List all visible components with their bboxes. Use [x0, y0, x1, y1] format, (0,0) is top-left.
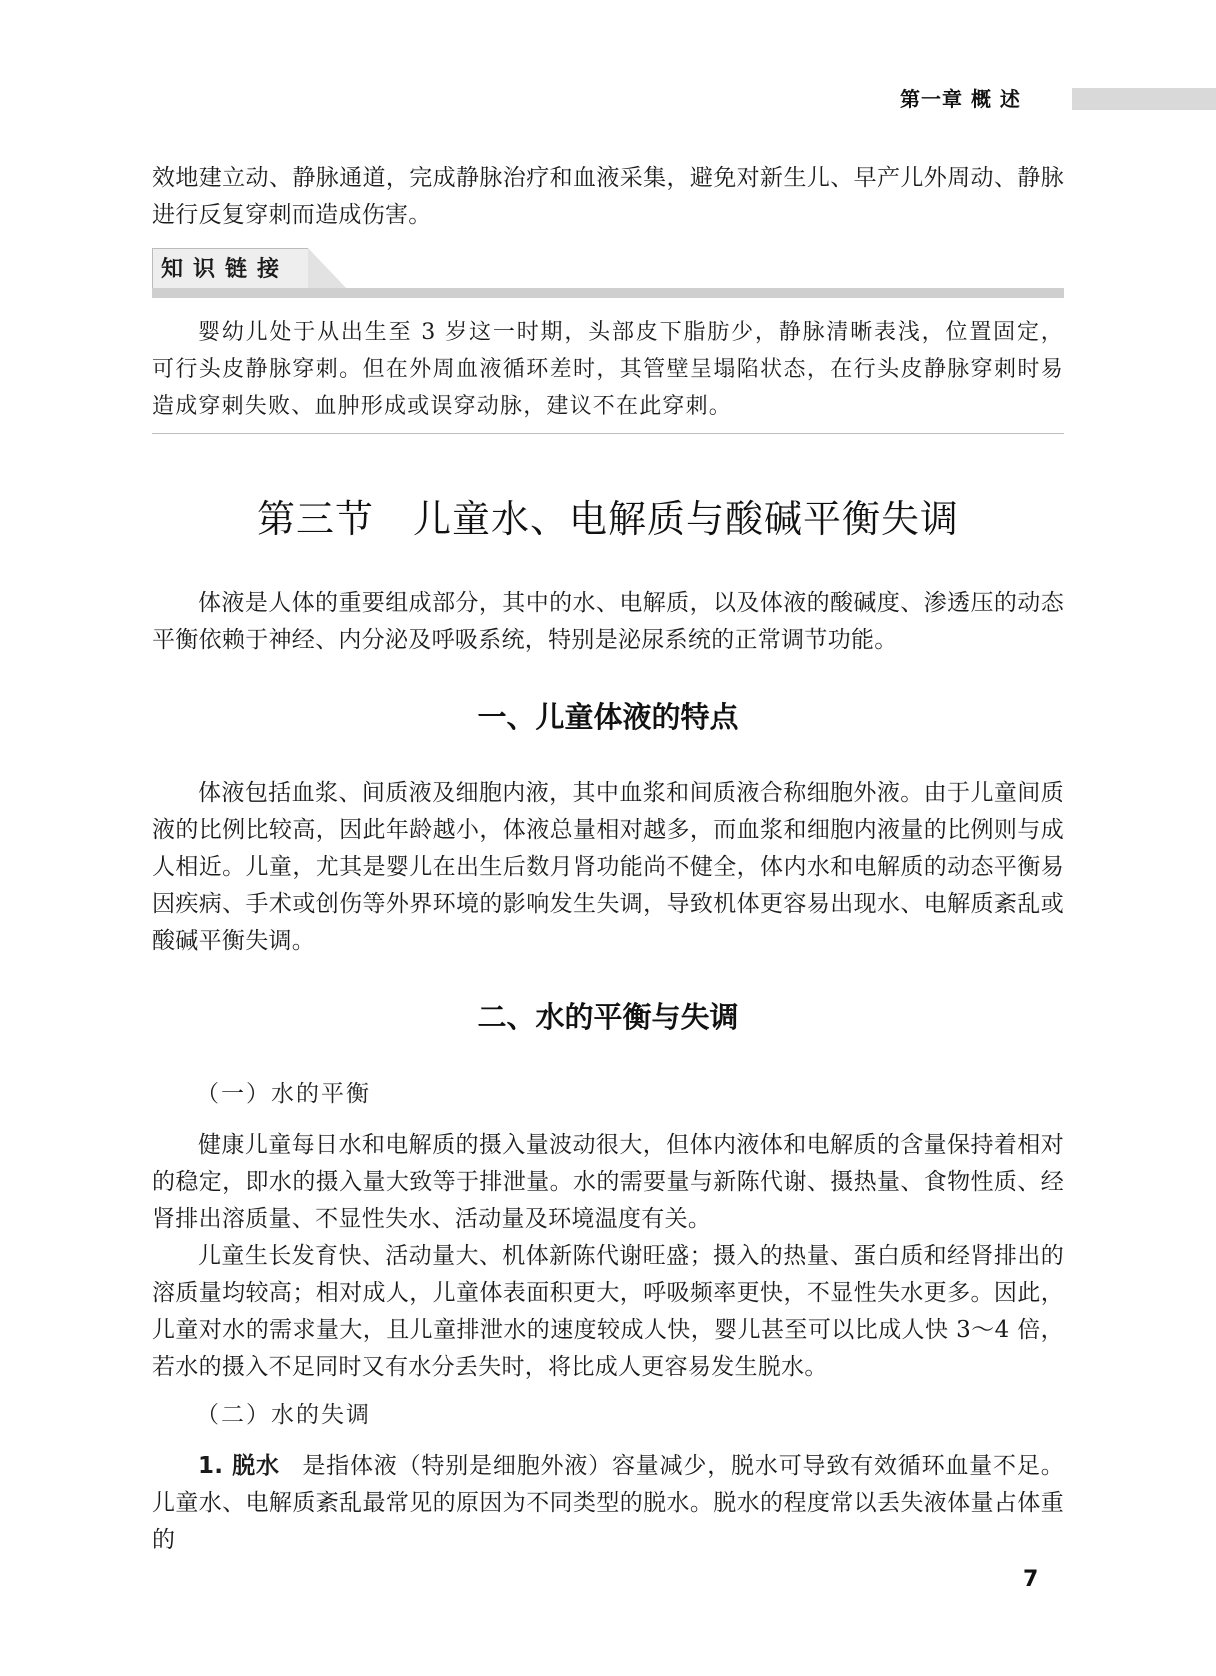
paragraph: [152, 1448, 1064, 1559]
running-header: [0, 86, 1216, 112]
dehydration-text: 是指体液（特别是细胞外液）容量减少，脱水可导致有效循环血量不足。儿童水、电解质紊乱最常见的原因为不同类型的脱水。脱水的程度常以丢失液体量占体重的: [152, 1453, 1064, 1553]
paragraph: 效地建立动、静脉通道，完成静脉治疗和血液采集，避免对新生儿、早产儿外周动、静脉进行反复穿刺而造成伤害。: [152, 165, 1064, 228]
paragraph: 健康儿童每日水和电解质的摄入量波动很大，但体内液体和电解质的含量保持着相对的稳定，即水的摄入量大致等于排泄量。水的需要量与新陈代谢、摄热量、食物性质、经肾排出溶质量、不显性失水、活动量及环境温度有关。: [152, 1132, 1064, 1232]
heading-part1: 一、儿童体液的特点: [477, 700, 739, 734]
paragraph: 体液是人体的重要组成部分，其中的水、电解质，以及体液的酸碱度、渗透压的动态平衡依赖于神经、内分泌及呼吸系统，特别是泌尿系统的正常调节功能。: [152, 590, 1064, 653]
dehydration-body: [152, 1448, 1064, 1559]
section-intro: [152, 585, 1064, 659]
knowledge-link-body: [152, 314, 1064, 425]
knowledge-link-title: 知识链接: [152, 248, 308, 290]
page-number: 7: [1023, 1567, 1039, 1592]
tab-slant-decoration: [308, 248, 348, 290]
knowledge-link-text: 婴幼儿处于从出生至 3 岁这一时期，头部皮下脂肪少，静脉清晰表浅，位置固定，可行头皮静脉穿刺。但在外周血液循环差时，其管壁呈塌陷状态，在行头皮静脉穿刺时易造成穿刺失败、血肿形成或误穿动脉，建议不在此穿刺。: [152, 320, 1064, 419]
dehydration-lead: 1. 脱水: [198, 1453, 280, 1479]
chapter-header: 第一章 概 述: [900, 87, 1021, 111]
header-bar: [1072, 88, 1216, 110]
knowledge-link-rule: [152, 288, 1064, 298]
paragraph: 儿童生长发育快、活动量大、机体新陈代谢旺盛；摄入的热量、蛋白质和经肾排出的溶质量均较高；相对成人，儿童体表面积更大，呼吸频率更快，不显性失水更多。因此，儿童对水的需求量大，且儿童排泄水的速度较成人快，婴儿甚至可以比成人快 3～4 倍，若水的摄入不足同时又有水分丢失时，将比成人更容易发生脱水。: [152, 1243, 1064, 1380]
heading-water-balance: （一）水的平衡: [196, 1081, 371, 1107]
heading-part2: 二、水的平衡与失调: [477, 1000, 739, 1034]
heading-water-imbalance: （二）水的失调: [196, 1402, 371, 1428]
water-balance-body: [152, 1127, 1064, 1386]
continued-paragraph: [152, 160, 1064, 234]
knowledge-link-bottom-rule: [152, 433, 1064, 434]
part1-body: [152, 775, 1064, 960]
paragraph: 体液包括血浆、间质液及细胞内液，其中血浆和间质液合称细胞外液。由于儿童间质液的比例比较高，因此年龄越小，体液总量相对越多，而血浆和细胞内液量的比例则与成人相近。儿童，尤其是婴儿在出生后数月肾功能尚不健全，体内水和电解质的动态平衡易因疾病、手术或创伤等外界环境的影响发生失调，导致机体更容易出现水、电解质紊乱或酸碱平衡失调。: [152, 780, 1064, 954]
section-title: 第三节 儿童水、电解质与酸碱平衡失调: [256, 497, 959, 541]
